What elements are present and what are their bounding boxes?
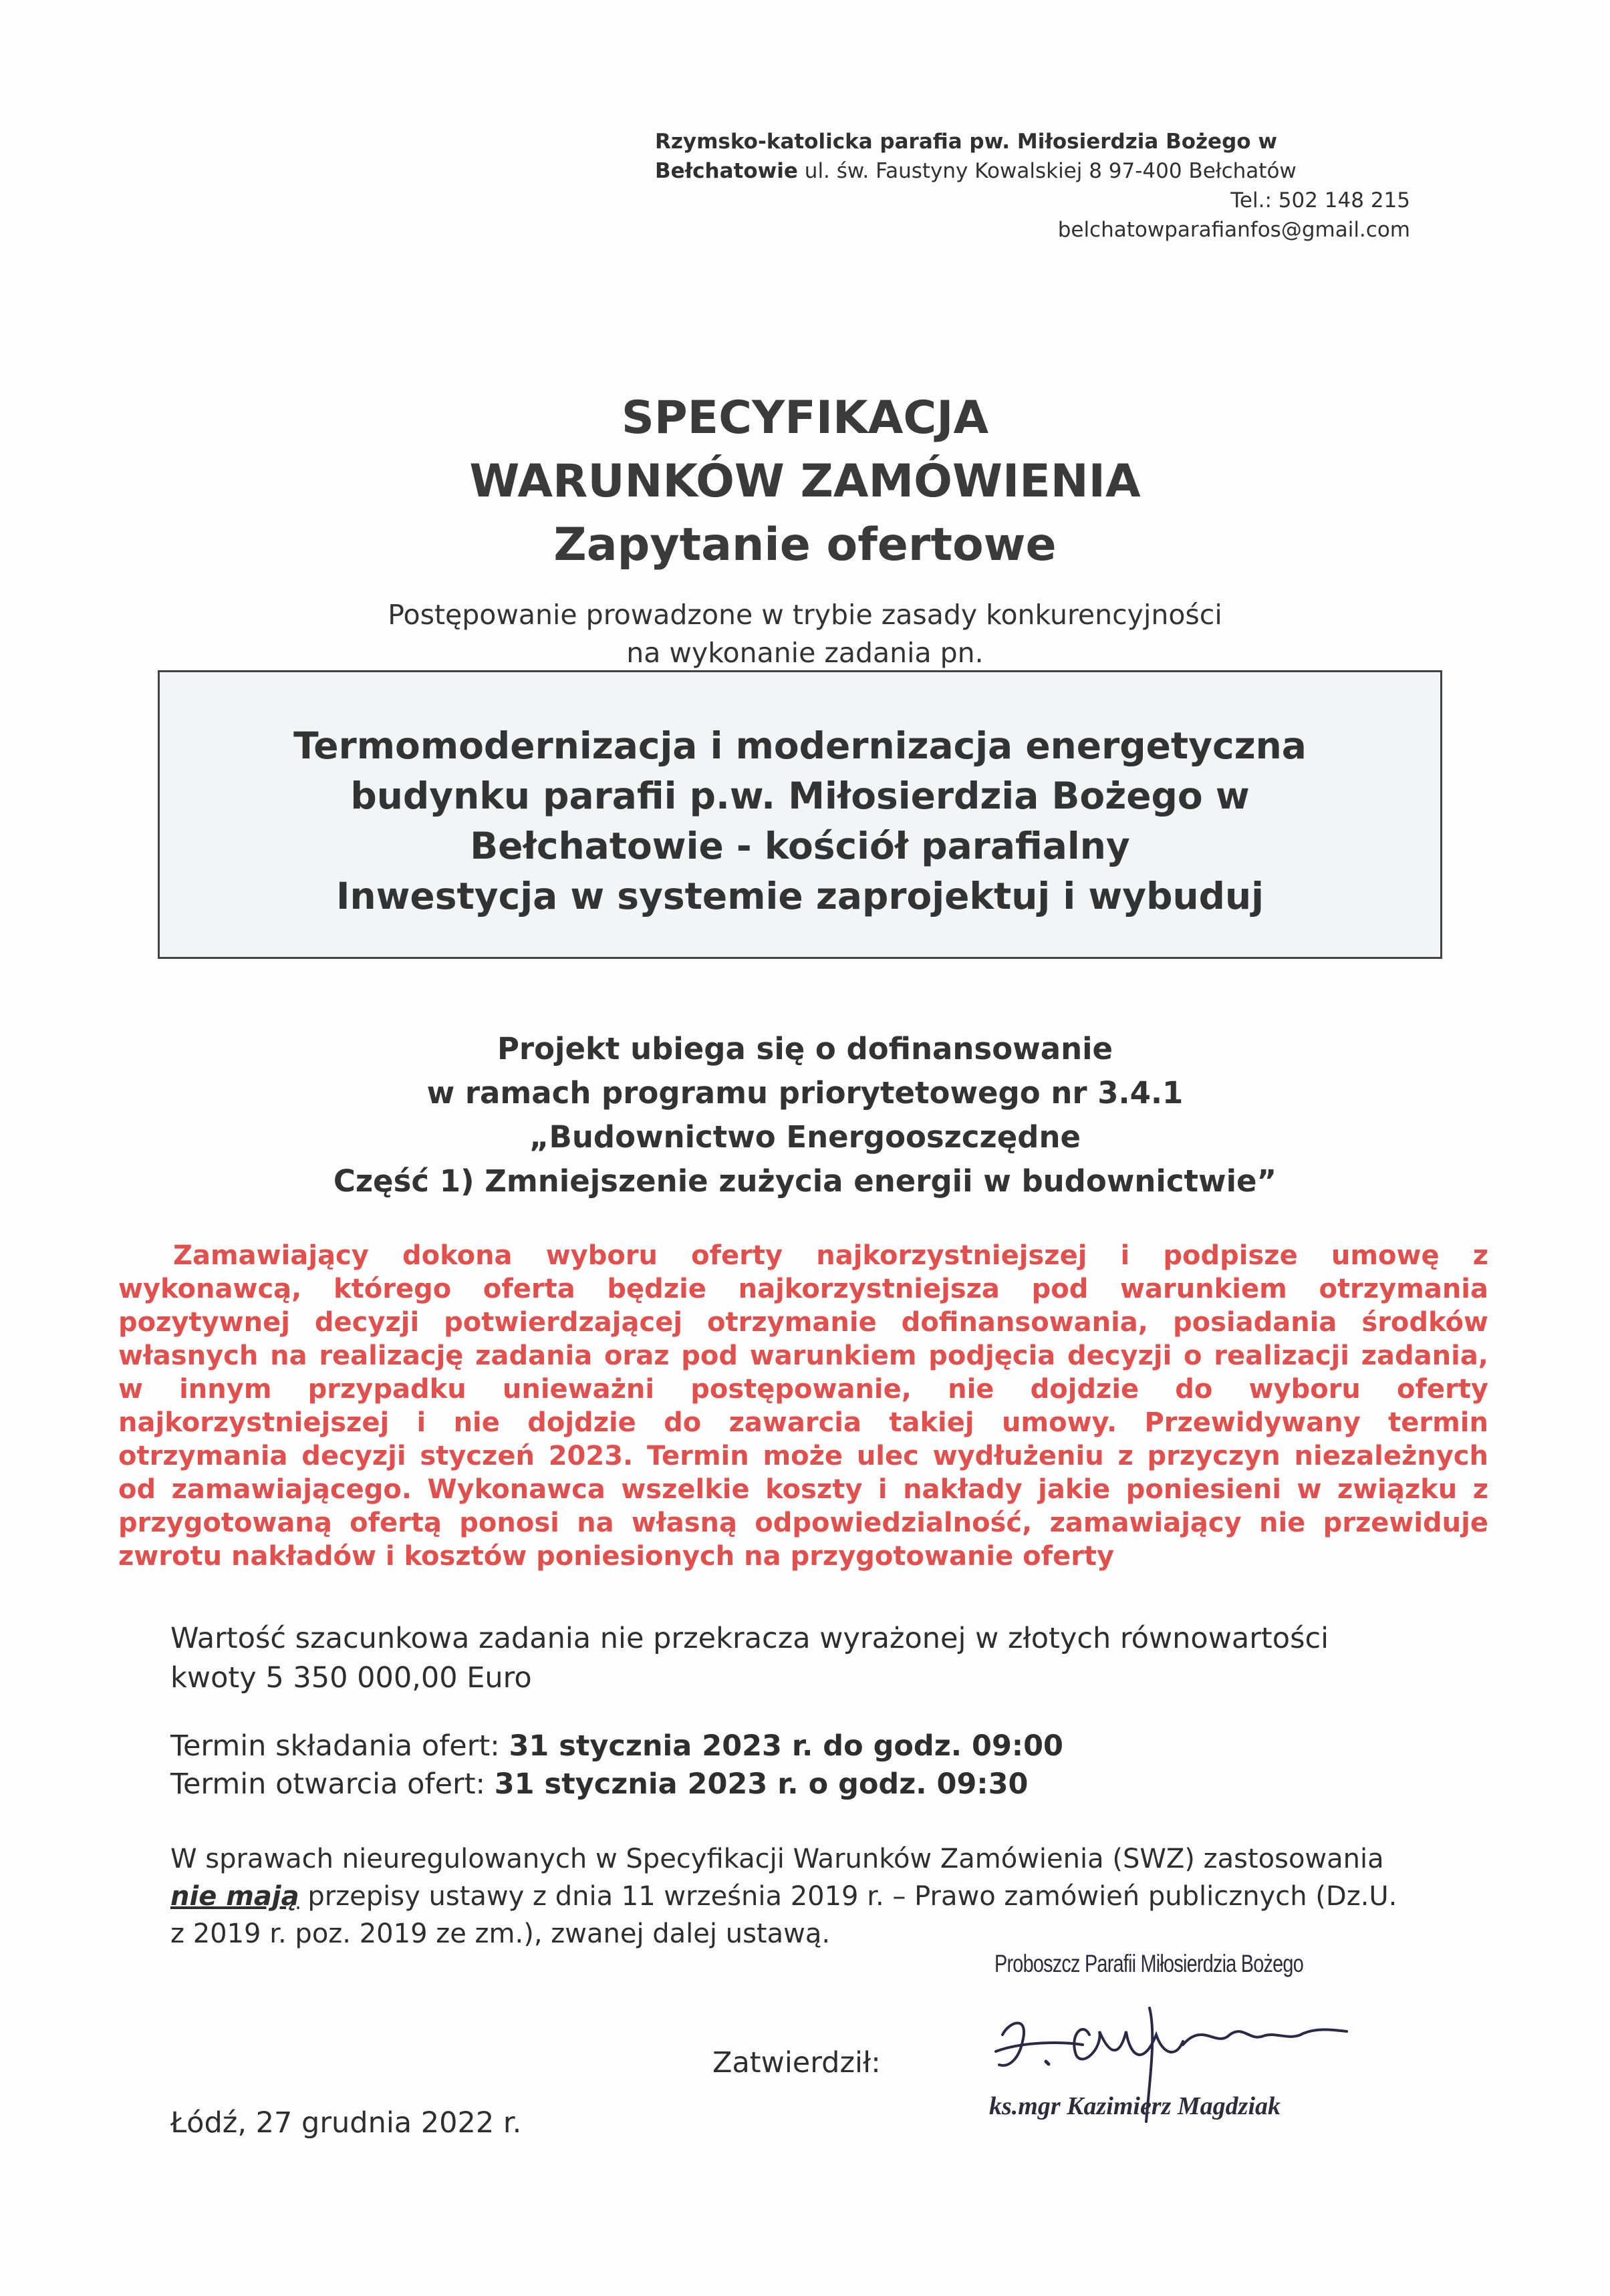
letterhead-line1: Rzymsko-katolicka parafia pw. Miłosierdzia Bożego w [655,130,1277,154]
legal-line2: nie mają przepisy ustawy z dnia 11 września 2019 r. – Prawo zamówień publicznych (Dz.U. [170,1881,1397,1912]
opening-deadline: Termin otwarcia ofert: 31 stycznia 2023 r. o godz. 09:30 [170,1767,1029,1801]
notice-line: wykonawcą, którego oferta będzie najkorzystniejsza pod warunkiem otrzymania [118,1274,1488,1304]
value-line2: kwoty 5 350 000,00 Euro [170,1661,532,1695]
letterhead [655,127,1410,245]
task-line1: Termomodernizacja i modernizacja energetyczna [293,724,1307,767]
place-date: Łódź, 27 grudnia 2022 r. [170,2106,522,2140]
letterhead-line2: Bełchatowie ul. św. Faustyny Kowalskiej 8 97-400 Bełchatów [655,159,1297,183]
stamp-name: ks.mgr Kazimierz Magdziak [989,2092,1281,2120]
task-line4: Inwestycja w systemie zaprojektuj i wybuduj [336,875,1264,917]
title-line1: SPECYFIKACJA [621,392,989,444]
notice-paragraph [118,1239,1488,1573]
notice-line: przygotowaną ofertą ponosi na własną odpowiedzialność, zamawiający nie przewiduje [118,1508,1488,1538]
notice-line: w innym przypadku unieważni postępowanie, nie dojdzie do wyboru oferty [118,1374,1488,1405]
notice-line: pozytywnej decyzji potwierdzającej otrzymanie dofinansowania, posiadania środków [118,1307,1488,1338]
letterhead-email: belchatowparafianfos@gmail.com [1057,218,1410,242]
approved-by-label: Zatwierdził: [712,2046,881,2079]
stamp-title: Proboszcz Parafii Miłosierdzia Bożego [994,1950,1303,1977]
notice-line: od zamawiającego. Wykonawca wszelkie koszty i nakłady jakie poniesieni w związku z [118,1474,1488,1505]
program-line3: „Budownictwo Energooszczędne [529,1119,1081,1155]
program-line4: Część 1) Zmniejszenie zużycia energii w budownictwie” [333,1163,1277,1199]
task-line3: Bełchatowie - kościół parafialny [470,825,1130,867]
notice-line: otrzymania decyzji styczeń 2023. Termin może ulec wydłużeniu z przyczyn niezależnych [118,1441,1488,1471]
title-line2: WARUNKÓW ZAMÓWIENIA [469,455,1141,508]
value-line1: Wartość szacunkowa zadania nie przekracza wyrażonej w złotych równowartości [170,1622,1329,1655]
legal-line3: z 2019 r. poz. 2019 ze zm.), zwanej dalej ustawą. [170,1918,831,1949]
notice-line: najkorzystniejszej i nie dojdzie do zawarcia takiej umowy. Przewidywany termin [118,1407,1488,1438]
title-line3: Zapytanie ofertowe [553,519,1057,571]
notice-line: własnych na realizację zadania oraz pod warunkiem podjęcia decyzji o realizacji zadania, [118,1340,1488,1371]
program-line1: Projekt ubiega się o dofinansowanie [497,1031,1113,1066]
notice-line: Zamawiający dokona wyboru oferty najkorzystniejszej i podpisze umowę z [173,1240,1488,1271]
program-line2: w ramach programu priorytetowego nr 3.4.1 [426,1075,1184,1111]
letterhead-tel: Tel.: 502 148 215 [1230,188,1410,212]
subtitle-line2: na wykonanie zadania pn. [626,637,984,669]
task-line2: budynku parafii p.w. Miłosierdzia Bożego w [350,774,1250,817]
subtitle-line1: Postępowanie prowadzone w trybie zasady konkurencyjności [388,599,1222,631]
notice-line: zwrotu nakładów i kosztów poniesionych na przygotowanie oferty [118,1541,1115,1572]
submission-deadline: Termin składania ofert: 31 stycznia 2023 r. do godz. 09:00 [170,1729,1063,1763]
legal-line1: W sprawach nieuregulowanych w Specyfikacji Warunków Zamówienia (SWZ) zastosowania [170,1844,1384,1874]
